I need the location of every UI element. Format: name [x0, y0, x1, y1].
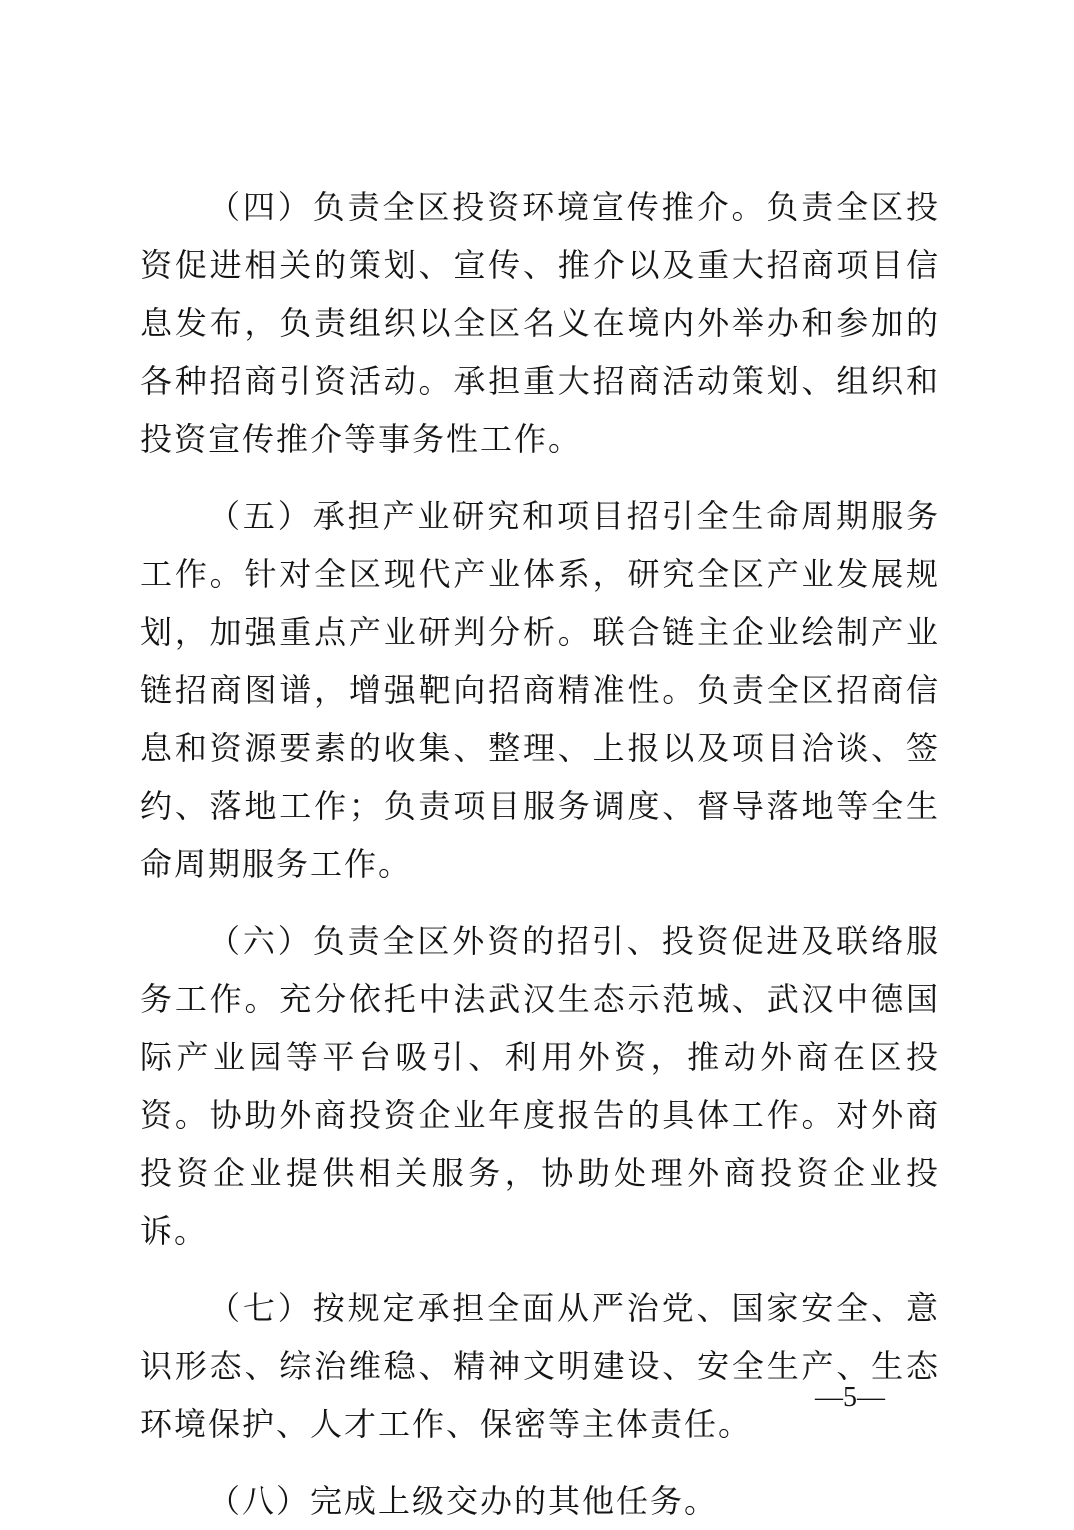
paragraph-8-other-tasks: （八）完成上级交办的其他任务。	[208, 1482, 719, 1520]
paragraph-6-foreign-investment: （六）负责全区外资的招引、投资促进及联络服务工作。充分依托中法武汉生态示范城、武汉中德国际产业园等平台吸引、利用外资，推动外商在区投资。协助外商投资企业年度报告的具体工作。对外商投资企业提供相关服务，协助处理外商投资企业投诉。	[140, 922, 940, 1250]
document-body	[140, 178, 940, 1530]
paragraph-5-industry-research: （五）承担产业研究和项目招引全生命周期服务工作。针对全区现代产业体系，研究全区产业发展规划，加强重点产业研判分析。联合链主企业绘制产业链招商图谱，增强靶向招商精准性。负责全区招商信息和资源要素的收集、整理、上报以及项目洽谈、签约、落地工作；负责项目服务调度、督导落地等全生命周期服务工作。	[140, 497, 940, 883]
page-number: —5—	[815, 1382, 885, 1413]
paragraph-7-responsibilities: （七）按规定承担全面从严治党、国家安全、意识形态、综治维稳、精神文明建设、安全生产、生态环境保护、人才工作、保密等主体责任。	[140, 1289, 940, 1443]
paragraph-4-investment-promotion: （四）负责全区投资环境宣传推介。负责全区投资促进相关的策划、宣传、推介以及重大招商项目信息发布，负责组织以全区名义在境内外举办和参加的各种招商引资活动。承担重大招商活动策划、组织和投资宣传推介等事务性工作。	[140, 188, 940, 458]
